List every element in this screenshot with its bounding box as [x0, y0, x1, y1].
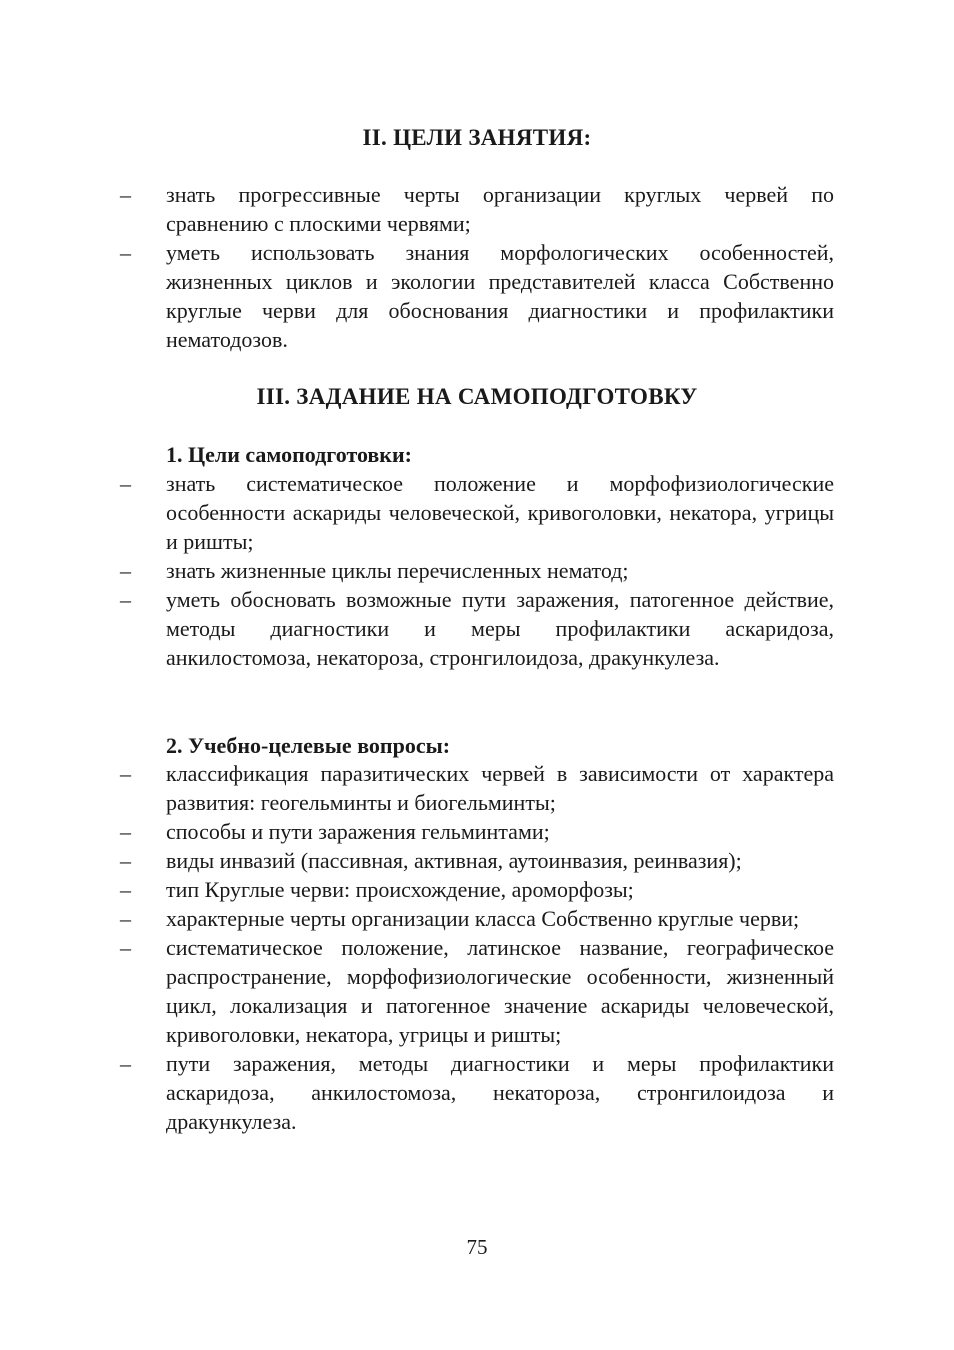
list-item-text: уметь обосновать возможные пути заражения, патогенное действие, методы диагностики и меры профилактики аскаридоза, анкилостомоза, некатороза, стронгилоидоза, дракункулеза. — [166, 587, 834, 670]
list-item — [120, 556, 834, 585]
dash-bullet: – — [120, 1051, 131, 1076]
study-questions-heading: 2. Учебно-целевые вопросы: — [166, 733, 451, 758]
dash-bullet: – — [120, 558, 131, 583]
list-item — [120, 759, 834, 817]
list-item-text: знать жизненные циклы перечисленных нематод; — [166, 558, 629, 583]
list-item — [120, 933, 834, 1049]
list-item — [120, 904, 834, 933]
self-prep-goals-heading: 1. Цели самоподготовки: — [166, 442, 412, 467]
list-item — [120, 469, 834, 556]
list-item-text: тип Круглые черви: происхождение, ароморфозы; — [166, 877, 634, 902]
dash-bullet: – — [120, 819, 131, 844]
list-item — [120, 585, 834, 672]
list-item — [120, 238, 834, 354]
list-item — [120, 875, 834, 904]
list-item-text: виды инвазий (пассивная, активная, аутоинвазия, реинвазия); — [166, 848, 742, 873]
list-item — [120, 817, 834, 846]
dash-bullet: – — [120, 182, 131, 207]
list-item-text: знать прогрессивные черты организации круглых червей по сравнению с плоскими червями; — [166, 182, 834, 236]
dash-bullet: – — [120, 587, 131, 612]
dash-bullet: – — [120, 877, 131, 902]
list-item-text: знать систематическое положение и морфофизиологические особенности аскариды человеческой, кривоголовки, некатора, угрицы и ришты; — [166, 471, 834, 554]
section-3-heading: III. ЗАДАНИЕ НА САМОПОДГОТОВКУ — [256, 384, 698, 409]
list-item-text: характерные черты организации класса Собственно круглые черви; — [166, 906, 800, 931]
dash-bullet: – — [120, 761, 131, 786]
list-item — [120, 846, 834, 875]
section-2-heading: II. ЦЕЛИ ЗАНЯТИЯ: — [362, 125, 592, 150]
dash-bullet: – — [120, 848, 131, 873]
study-questions-list — [120, 759, 834, 1136]
list-item-text: классификация паразитических червей в зависимости от характера развития: геогельминты и биогельминты; — [166, 761, 834, 815]
dash-bullet: – — [120, 240, 131, 265]
list-item — [120, 180, 834, 238]
dash-bullet: – — [120, 471, 131, 496]
self-prep-goals-list — [120, 469, 834, 672]
list-item-text: пути заражения, методы диагностики и меры профилактики аскаридоза, анкилостомоза, некатороза, стронгилоидоза и дракункулеза. — [166, 1051, 834, 1134]
list-item-text: уметь использовать знания морфологических особенностей, жизненных циклов и экологии представителей класса Собственно круглые черви для обоснования диагностики и профилактики нематодозов. — [166, 240, 834, 352]
list-item — [120, 1049, 834, 1136]
dash-bullet: – — [120, 906, 131, 931]
list-item-text: систематическое положение, латинское название, географическое распространение, морфофизиологические особенности, жизненный цикл, локализация и патогенное значение аскариды человеческой, кривоголовки, некатора, угрицы и ришты; — [166, 935, 834, 1047]
lesson-goals-list — [120, 180, 834, 354]
dash-bullet: – — [120, 935, 131, 960]
page-number: 75 — [466, 1235, 488, 1259]
list-item-text: способы и пути заражения гельминтами; — [166, 819, 550, 844]
